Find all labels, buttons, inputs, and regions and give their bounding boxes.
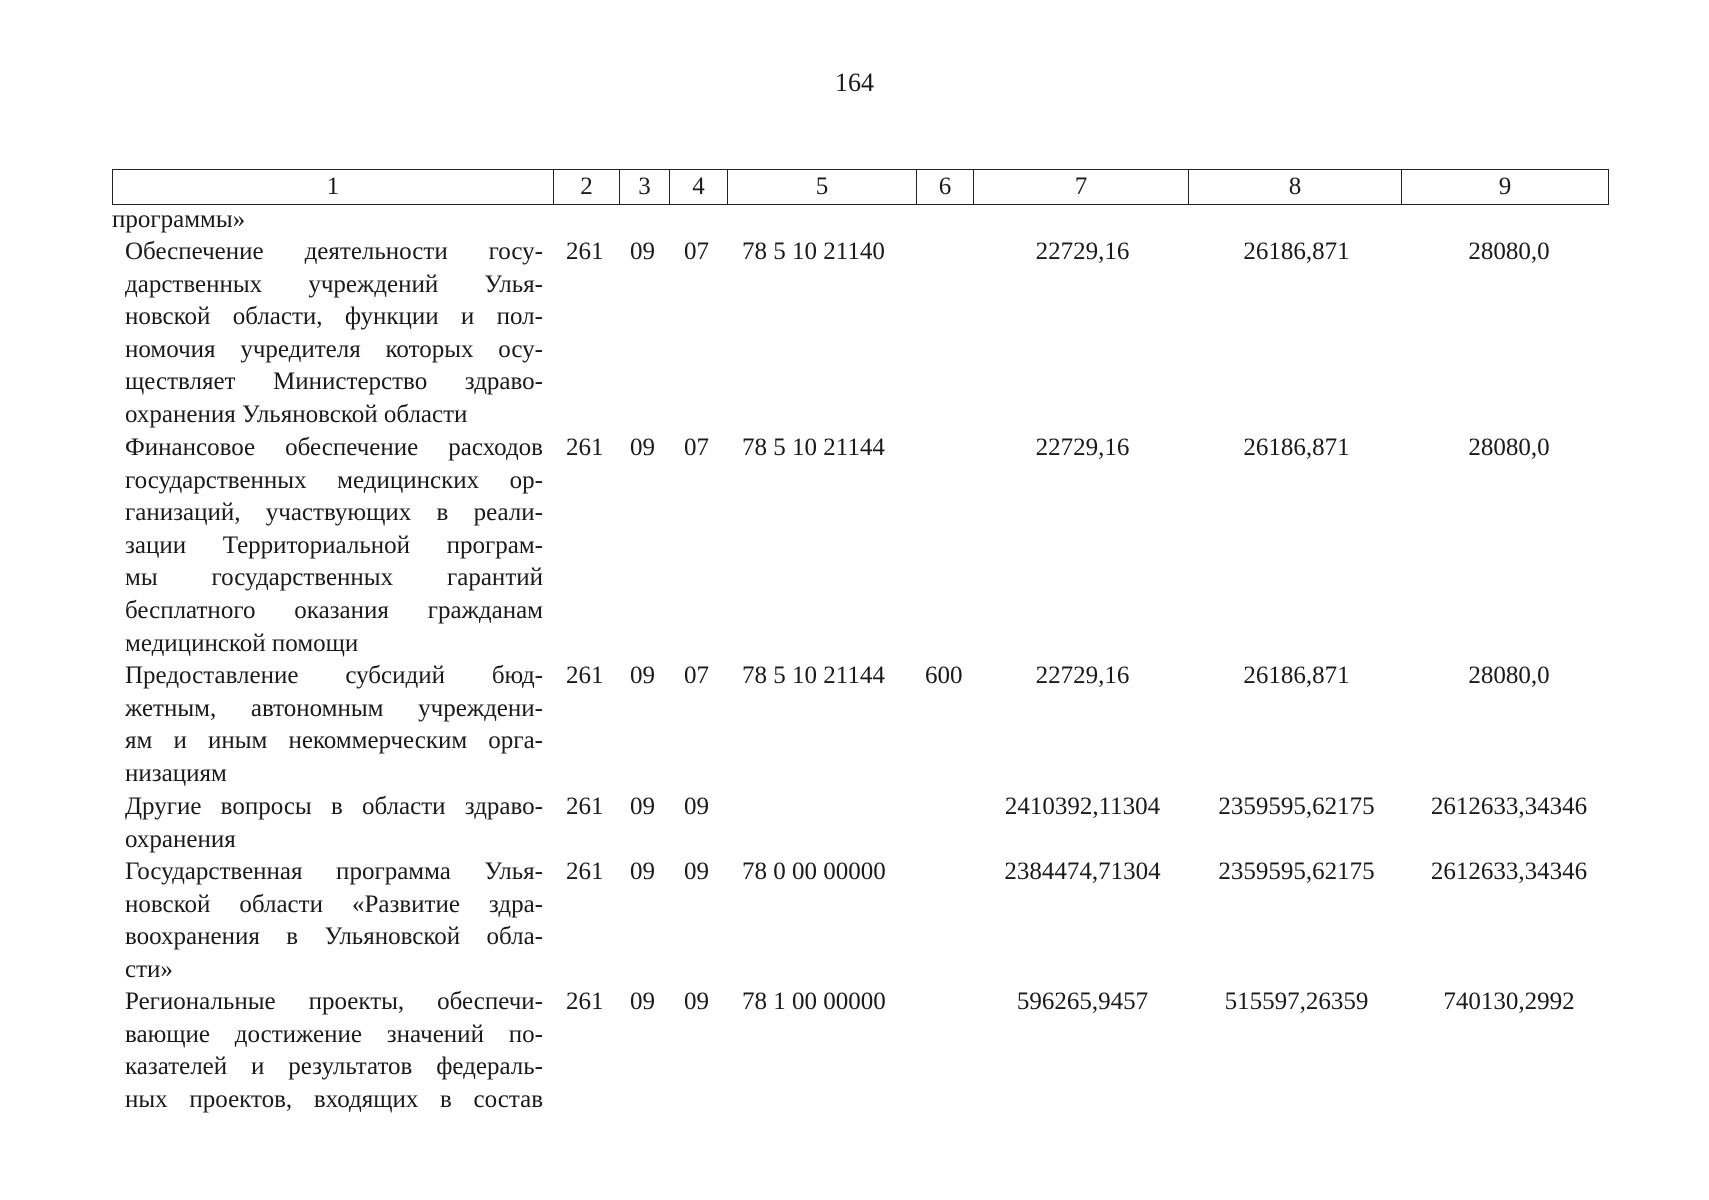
amount-col8: 2359595,62175: [1218, 793, 1375, 820]
amount-col9: 28080,0: [1468, 238, 1550, 265]
description-line: медицинской помощи: [125, 629, 359, 657]
description-line: Другие вопросы в области здраво-: [125, 793, 543, 820]
description-line: сти»: [125, 955, 173, 983]
description-line: охранения: [125, 825, 236, 853]
target-article-code: 78 5 10 21144: [742, 434, 885, 461]
subsection-code: 07: [684, 238, 709, 265]
column-header-2: 2: [554, 170, 620, 205]
ministry-code: 261: [566, 858, 604, 885]
amount-col7: 22729,16: [1035, 662, 1130, 689]
amount-col9: 2612633,34346: [1430, 793, 1588, 820]
row-description: [125, 856, 543, 986]
amount-col9: 2612633,34346: [1430, 858, 1588, 885]
description-line: вающие достижение значений по-: [125, 1020, 543, 1048]
ministry-code: 261: [566, 662, 604, 689]
row-description: [125, 986, 543, 1116]
ministry-code: 261: [566, 793, 604, 820]
column-header-table: [112, 169, 1609, 205]
target-article-code: 78 0 00 00000: [742, 858, 886, 885]
description-line: Обеспечение деятельности госу-: [125, 238, 543, 265]
subsection-code: 07: [684, 662, 709, 689]
section-code: 09: [630, 988, 655, 1015]
amount-col9: 28080,0: [1468, 434, 1550, 461]
row-description: [125, 660, 543, 790]
description-line: низациям: [125, 759, 227, 787]
amount-col8: 26186,871: [1243, 238, 1350, 265]
amount-col8: 26186,871: [1243, 434, 1350, 461]
description-line: воохранения в Ульяновской обла-: [125, 923, 543, 951]
amount-col9: 28080,0: [1468, 662, 1550, 689]
description-line: государственных медицинских ор-: [125, 466, 543, 494]
description-line: казателей и результатов федераль-: [125, 1053, 543, 1081]
amount-col7: 22729,16: [1035, 238, 1130, 265]
expense-type-code: 600: [925, 662, 963, 689]
target-article-code: 78 5 10 21144: [742, 662, 885, 689]
description-line: мы государственных гарантий: [125, 564, 543, 592]
page-number: 164: [835, 68, 874, 97]
column-header-3: 3: [620, 170, 670, 205]
amount-col7: 2410392,11304: [1004, 793, 1161, 820]
description-line: новской области «Развитие здра-: [125, 890, 543, 918]
section-code: 09: [630, 793, 655, 820]
column-header-7: 7: [974, 170, 1189, 205]
description-line: Государственная программа Улья-: [125, 858, 543, 885]
section-code: 09: [630, 434, 655, 461]
target-article-code: 78 5 10 21140: [742, 238, 885, 265]
description-line: ществляет Министерство здраво-: [125, 368, 543, 396]
row-description: [125, 236, 543, 432]
target-article-code: 78 1 00 00000: [742, 988, 886, 1015]
section-code: 09: [630, 662, 655, 689]
description-line: новской области, функции и пол-: [125, 303, 543, 331]
amount-col9: 740130,2992: [1443, 988, 1575, 1015]
description-line: зации Территориальной програм-: [125, 531, 543, 559]
amount-col7: 22729,16: [1035, 434, 1130, 461]
column-header-5: 5: [728, 170, 917, 205]
carry-over-text: программы»: [112, 206, 246, 233]
ministry-code: 261: [566, 988, 604, 1015]
description-line: ных проектов, входящих в состав: [125, 1085, 543, 1113]
description-line: жетным, автономным учреждени-: [125, 694, 543, 722]
description-line: бесплатного оказания гражданам: [125, 596, 543, 624]
column-header-6: 6: [917, 170, 974, 205]
section-code: 09: [630, 238, 655, 265]
amount-col8: 2359595,62175: [1218, 858, 1375, 885]
section-code: 09: [630, 858, 655, 885]
description-line: Предоставление субсидий бюд-: [125, 662, 543, 689]
row-description: [125, 791, 543, 856]
column-header-9: 9: [1402, 170, 1609, 205]
description-line: Региональные проекты, обеспечи-: [125, 988, 543, 1015]
ministry-code: 261: [566, 238, 604, 265]
amount-col8: 515597,26359: [1224, 988, 1369, 1015]
amount-col7: 2384474,71304: [1004, 858, 1161, 885]
column-header-8: 8: [1189, 170, 1402, 205]
subsection-code: 09: [684, 988, 709, 1015]
description-line: Финансовое обеспечение расходов: [125, 434, 543, 461]
amount-col7: 596265,9457: [1016, 988, 1149, 1015]
subsection-code: 09: [684, 793, 709, 820]
amount-col8: 26186,871: [1243, 662, 1350, 689]
description-line: ганизаций, участвующих в реали-: [125, 499, 543, 527]
ministry-code: 261: [566, 434, 604, 461]
description-line: номочия учредителя которых осу-: [125, 335, 543, 363]
column-header-1: 1: [113, 170, 554, 205]
subsection-code: 09: [684, 858, 709, 885]
column-header-4: 4: [670, 170, 728, 205]
description-line: охранения Ульяновской области: [125, 400, 468, 428]
row-description: [125, 432, 543, 660]
description-line: дарственных учреждений Улья-: [125, 270, 543, 298]
description-line: ям и иным некоммерческим орга-: [125, 727, 543, 755]
subsection-code: 07: [684, 434, 709, 461]
